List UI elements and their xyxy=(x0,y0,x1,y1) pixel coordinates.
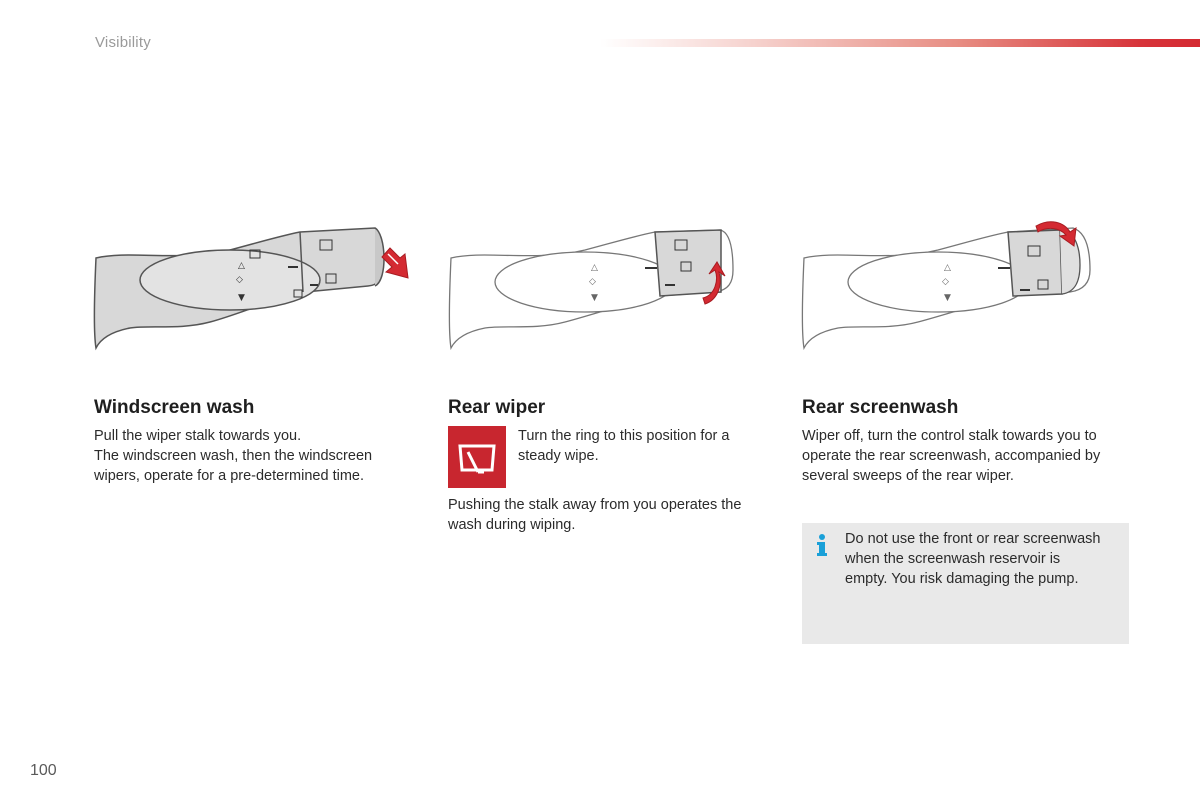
text-line: empty. You risk damaging the pump. xyxy=(845,571,1079,587)
text-line: Wiper off, turn the control stalk towards you to xyxy=(802,428,1097,444)
info-note-text xyxy=(845,529,1101,589)
svg-text:◇: ◇ xyxy=(942,277,949,287)
text-line: when the screenwash reservoir is xyxy=(845,551,1061,567)
wiper-stalk-ring-illustration xyxy=(445,210,775,360)
svg-text:△: △ xyxy=(238,261,245,271)
text-line: wipers, operate for a pre-determined time. xyxy=(94,468,364,484)
svg-text:▼: ▼ xyxy=(944,293,951,303)
svg-text:◇: ◇ xyxy=(589,277,596,287)
text-line: Turn the ring to this position for a xyxy=(518,428,730,444)
text-line: Do not use the front or rear screenwash xyxy=(845,531,1101,547)
wiper-stalk-pull-illustration xyxy=(90,210,420,360)
text-line: steady wipe. xyxy=(518,448,599,464)
text-line: Pull the wiper stalk towards you. xyxy=(94,428,302,444)
rear-wiper-icon xyxy=(448,426,506,488)
text-line: several sweeps of the rear wiper. xyxy=(802,468,1014,484)
heading-rear-wiper: Rear wiper xyxy=(448,397,546,418)
svg-text:△: △ xyxy=(591,263,598,273)
info-icon xyxy=(814,533,830,557)
svg-text:◇: ◇ xyxy=(236,275,243,285)
text-line: wash during wiping. xyxy=(448,517,576,533)
rear-wiper-wash-text xyxy=(448,495,741,535)
header-accent-bar xyxy=(600,39,1200,47)
text-line: operate the rear screenwash, accompanied by xyxy=(802,448,1101,464)
heading-rear-screenwash: Rear screenwash xyxy=(802,397,959,418)
svg-text:▼: ▼ xyxy=(238,293,245,303)
rear-wiper-ring-text xyxy=(518,426,729,466)
heading-windscreen-wash: Windscreen wash xyxy=(94,397,255,418)
rear-screenwash-text xyxy=(802,426,1100,486)
windscreen-wash-text xyxy=(94,426,372,486)
section-label: Visibility xyxy=(95,34,151,51)
svg-text:△: △ xyxy=(944,263,951,273)
wiper-stalk-rear-wash-illustration xyxy=(798,210,1128,360)
svg-text:▼: ▼ xyxy=(591,293,598,303)
text-line: Pushing the stalk away from you operates the xyxy=(448,497,742,513)
info-note-box xyxy=(802,523,1129,644)
page-number: 100 xyxy=(30,762,57,779)
text-line: The windscreen wash, then the windscreen xyxy=(94,448,373,464)
